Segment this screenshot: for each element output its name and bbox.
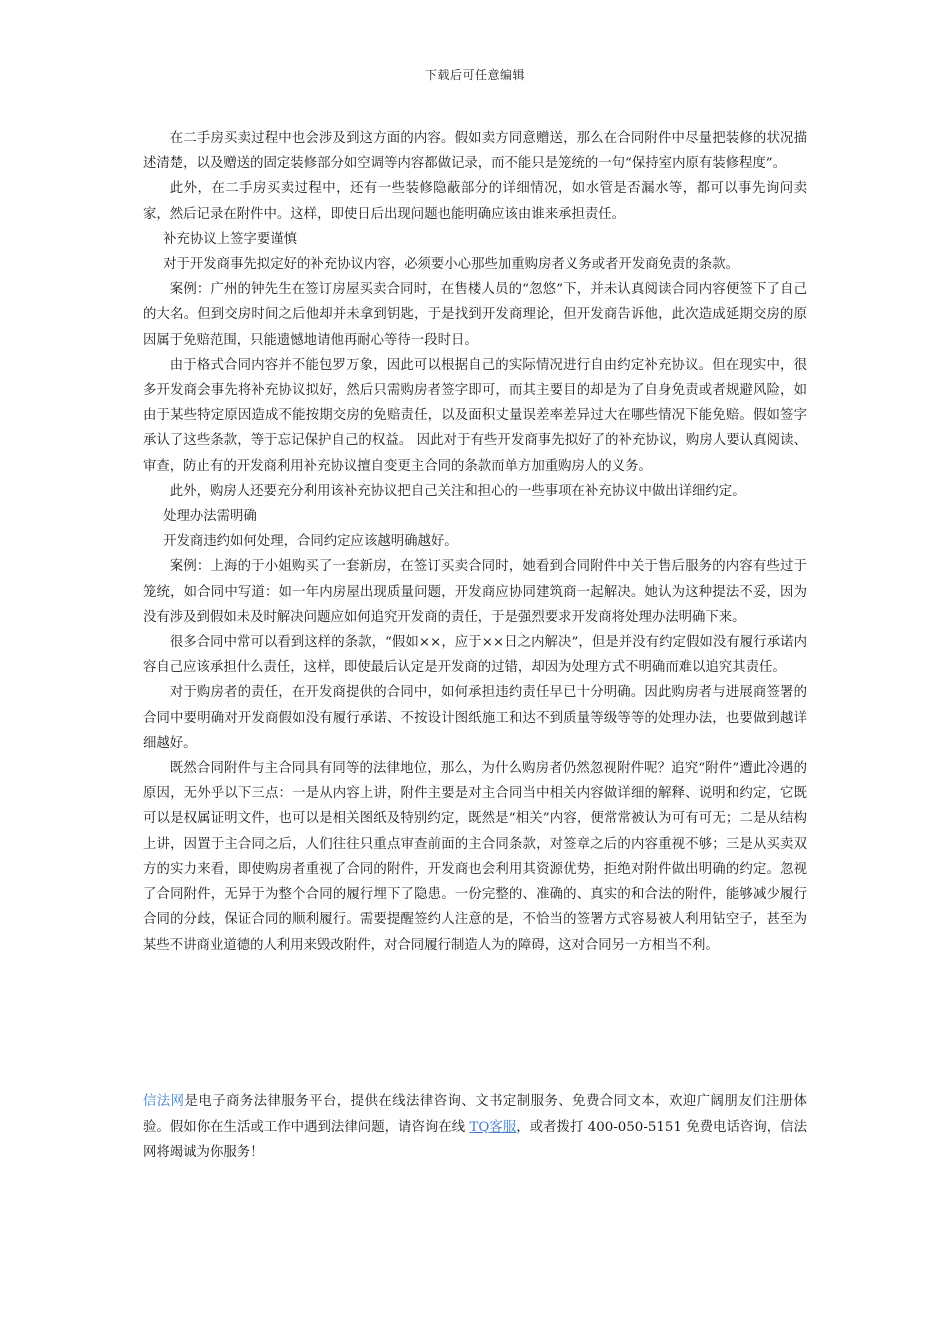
footer-text-1: 是电子商务法律服务平台，提供在线法律咨询、文书定制服务、免费合同文本，欢迎广阔朋友们注册体验。假如你在生活或工作中遇到法律问题，请咨询在线 (143, 1094, 807, 1135)
paragraph: 对于购房者的责任，在开发商提供的合同中，如何承担违约责任早已十分明确。因此购房者与进展商签署的合同中要明确对开发商假如没有履行承诺、不按设计图纸施工和达不到质量等级等等的处理办法，也要做到越详细越好。 (143, 685, 807, 751)
brand-link[interactable]: 信法网 (143, 1094, 185, 1109)
paragraph: 很多合同中常可以看到这样的条款，“假如××，应于××日之内解决”，但是并没有约定假如没有履行承诺内容自己应该承担什么责任，这样，即使最后认定是开发商的过错，却因为处理方式不明确而难以追究其责任。 (143, 635, 807, 676)
footer-text-2: ，或者拨打 400-050-5151 免费电话咨询，信法网将竭诚为你服务！ (143, 1119, 807, 1161)
header-note: 下载后可任意编辑 (424, 68, 525, 82)
footer-paragraph (143, 1089, 807, 1166)
paragraph: 此外，在二手房买卖过程中，还有一些装修隐蔽部分的详细情况，如水管是否漏水等，都可以事先询问卖家，然后记录在附件中。这样，即使日后出现问题也能明确应该由谁来承担责任。 (143, 181, 807, 222)
document-body (143, 126, 807, 958)
paragraph: 案例：广州的钟先生在签订房屋买卖合同时，在售楼人员的“忽悠”下，并未认真阅读合同内容便签下了自己的大名。但到交房时间之后他却并未拿到钥匙，于是找到开发商理论，但开发商告诉他，此次造成延期交房的原因属于免赔范围，只能遗憾地请他再耐心等待一段时日。 (143, 282, 807, 348)
paragraph: 在二手房买卖过程中也会涉及到这方面的内容。假如卖方同意赠送，那么在合同附件中尽量把装修的状况描述清楚，以及赠送的固定装修部分如空调等内容都做记录，而不能只是笼统的一句“保持室内原有装修程度”。 (143, 131, 807, 172)
paragraph: 由于格式合同内容并不能包罗万象，因此可以根据自己的实际情况进行自由约定补充协议。但在现实中，很多开发商会事先将补充协议拟好，然后只需购房者签字即可，而其主要目的却是为了自身免责或者规避风险，如由于某些特定原因造成不能按期交房的免赔责任，以及面积丈量误差率差异过大在哪些情况下能免赔。假如签字承认了这些条款，等于忘记保护自己的权益。 因此对于有些开发商事先拟好了的补充协议，购房人要认真阅读、审查，防止有的开发商利用补充协议擅自变更主合同的条款而单方加重购房人的义务。 (143, 357, 807, 474)
paragraph: 对于开发商事先拟定好的补充协议内容，必须要小心那些加重购房者义务或者开发商免责的条款。 (163, 257, 739, 273)
paragraph: 此外，购房人还要充分利用该补充协议把自己关注和担心的一些事项在补充协议中做出详细约定。 (169, 483, 746, 499)
section-heading: 处理办法需明确 (163, 509, 257, 525)
paragraph: 案例：上海的于小姐购买了一套新房，在签订买卖合同时，她看到合同附件中关于售后服务的内容有些过于笼统，如合同中写道：如一年内房屋出现质量问题，开发商应协同建筑商一起解决。她认为这种提法不妥，因为没有涉及到假如未及时解决问题应如何追究开发商的责任，于是强烈要求开发商将处理办法明确下来。 (143, 559, 807, 625)
footer-promo (143, 1089, 807, 1166)
tq-support-link[interactable]: TQ客服 (469, 1119, 517, 1135)
paragraph: 既然合同附件与主合同具有同等的法律地位，那么，为什么购房者仍然忽视附件呢？追究“附件”遭此冷遇的原因，无外乎以下三点：一是从内容上讲，附件主要是对主合同当中相关内容做详细的解释、说明和约定，它既可以是权属证明文件，也可以是相关图纸及特别约定，既然是“相关”内容，便常常被认为可有可无；二是从结构上讲，因置于主合同之后，人们往往只重点审查前面的主合同条款，对签章之后的内容重视不够；三是从买卖双方的实力来看，即使购房者重视了合同的附件，开发商也会利用其资源优势，拒绝对附件做出明确的约定。忽视了合同附件，无异于为整个合同的履行埋下了隐患。一份完整的、准确的、真实的和合法的附件，能够减少履行合同的分歧，保证合同的顺利履行。需要提醒签约人注意的是，不恰当的签署方式容易被人利用钻空子，甚至为某些不讲商业道德的人利用来毁改附件，对合同履行制造人为的障碍，这对合同另一方相当不利。 (143, 761, 807, 953)
paragraph: 开发商违约如何处理，合同约定应该越明确越好。 (163, 534, 458, 550)
section-heading: 补充协议上签字要谨慎 (163, 231, 297, 247)
